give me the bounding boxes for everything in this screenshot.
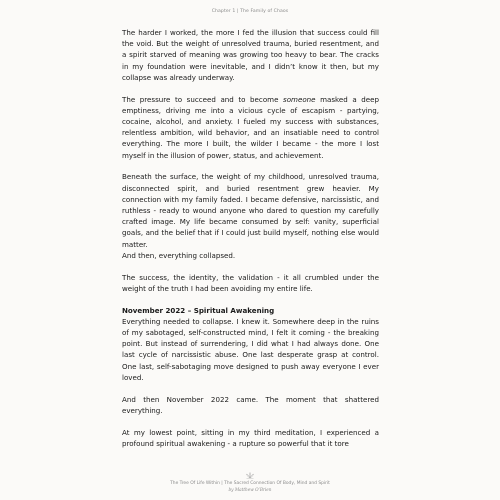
paragraph: And then November 2022 came. The moment that shattered everything.	[122, 394, 379, 415]
paragraph-text: masked a deep emptiness, driving me into a vicious cycle of escapism - partying, cocaine, alcohol, and anxiety. I fueled my success with substances, relentless ambition, wild behavior, and an insatiable need to control everything. The more I built, the wilder I became - the more I lost myself in the illusion of power, status, and achievement.	[122, 94, 379, 160]
page-footer	[0, 472, 500, 493]
chapter-body	[122, 27, 379, 449]
book-title: The Tree Of Life Within | The Sacred Connection Of Body, Mind and Spirit	[170, 481, 330, 486]
paragraph: The success, the identity, the validation - it all crumbled under the weight of the truth I had been avoiding my entire life.	[122, 272, 379, 293]
paragraph: Everything needed to collapse. I knew it. Somewhere deep in the ruins of my sabotaged, self-constructed mind, I felt it coming - the breaking point. But instead of surrendering, I did what I had always done. One last cycle of narcissistic abuse. One last desperate grasp at control. One last, self-sabotaging move designed to push away everyone I ever loved.	[122, 316, 379, 382]
running-header: Chapter 1 | The Family of Chaos	[211, 9, 289, 14]
paragraph: And then, everything collapsed.	[122, 250, 236, 260]
paragraph-text: The pressure to succeed and to become	[122, 94, 284, 104]
author-signature: by Matthew O’Brien	[228, 487, 272, 492]
paragraph	[122, 94, 379, 161]
paragraph: At my lowest point, sitting in my third meditation, I experienced a profound spiritual awakening - a rupture so powerful that it tore	[122, 427, 379, 448]
section-heading: November 2022 – Spiritual Awakening	[122, 305, 275, 315]
emphasis-text: someone	[283, 94, 316, 104]
paragraph: The harder I worked, the more I fed the illusion that success could fill the void. But the weight of unresolved trauma, buried resentment, and a spirit starved of meaning was growing too heavy to bear. The cracks in my foundation were inevitable, and I didn’t know it then, but my collapse was already underway.	[122, 28, 379, 82]
lotus-icon	[245, 472, 255, 479]
paragraph: Beneath the surface, the weight of my childhood, unresolved trauma, disconnected spirit, and buried resentment grew heavier. My connection with my family faded. I became defensive, narcissistic, and ruthless - ready to wound anyone who dared to question my carefully crafted image. My life became consumed by self: vanity, superficial goals, and the belief that if I could just build myself, nothing else would matter.	[122, 172, 379, 249]
